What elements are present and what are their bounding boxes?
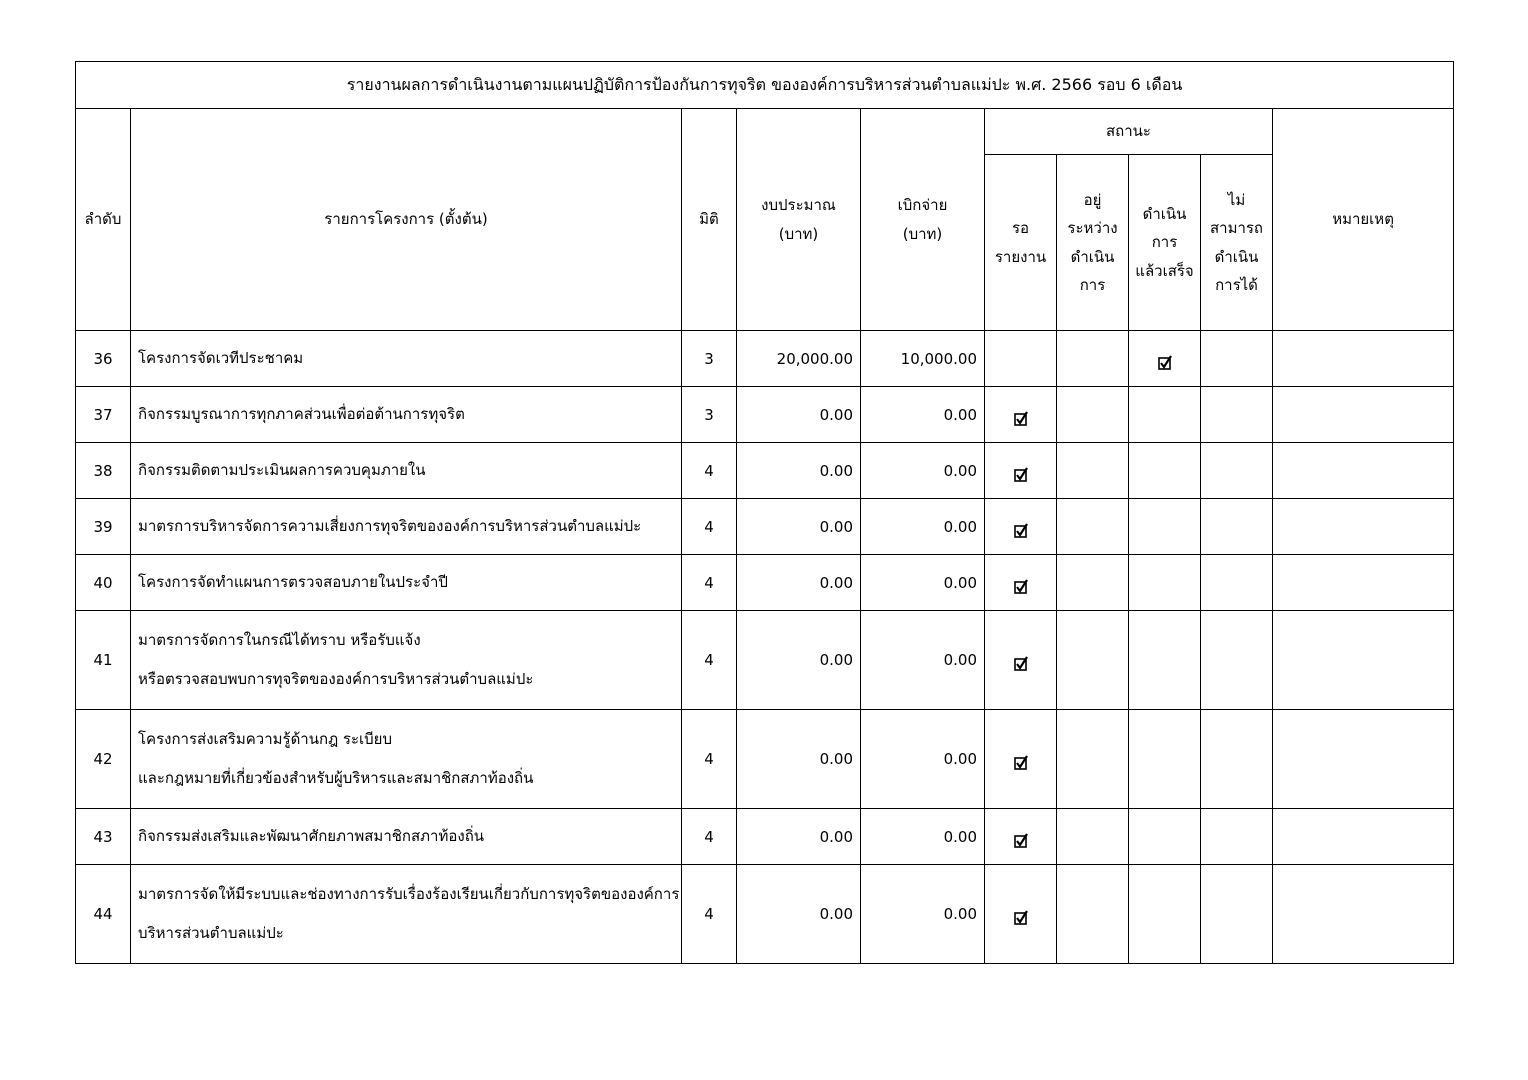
status-completed-cell bbox=[1129, 710, 1201, 809]
status-unable-cell bbox=[1201, 443, 1273, 499]
project-name-line: โครงการจัดเวทีประชาคม bbox=[138, 349, 304, 367]
header-disbursed-line2: (บาท) bbox=[902, 224, 943, 243]
report-title: รายงานผลการดำเนินงานตามแผนปฏิบัติการป้องกันการทุจริต ขององค์การบริหารส่วนตำบลแม่ปะ พ.ศ. 2566 รอบ 6 เดือน bbox=[76, 62, 1454, 109]
status-in-progress-cell bbox=[1057, 499, 1129, 555]
row-number: 39 bbox=[76, 499, 131, 555]
disbursed-value: 0.00 bbox=[861, 555, 985, 611]
checked-box-icon bbox=[1014, 525, 1028, 539]
table-row bbox=[76, 865, 1454, 964]
status-unable-cell bbox=[1201, 331, 1273, 387]
budget-value: 0.00 bbox=[737, 611, 861, 710]
checked-box-icon bbox=[1014, 469, 1028, 483]
table-row bbox=[76, 809, 1454, 865]
dimension-value: 4 bbox=[682, 710, 737, 809]
disbursed-value: 0.00 bbox=[861, 809, 985, 865]
disbursed-value: 0.00 bbox=[861, 443, 985, 499]
project-name bbox=[131, 611, 682, 710]
status-unable-cell bbox=[1201, 611, 1273, 710]
header-line: อยู่ bbox=[1083, 190, 1102, 209]
row-number: 42 bbox=[76, 710, 131, 809]
status-unable-cell bbox=[1201, 865, 1273, 964]
row-number: 38 bbox=[76, 443, 131, 499]
status-unable-cell bbox=[1201, 387, 1273, 443]
budget-value: 20,000.00 bbox=[737, 331, 861, 387]
row-number: 36 bbox=[76, 331, 131, 387]
header-line: การ bbox=[1151, 233, 1178, 252]
header-budget-line2: (บาท) bbox=[778, 224, 819, 243]
header-line: แล้วเสร็จ bbox=[1135, 261, 1194, 280]
dimension-value: 3 bbox=[682, 387, 737, 443]
status-completed-cell bbox=[1129, 865, 1201, 964]
status-completed-cell bbox=[1129, 387, 1201, 443]
remark-cell bbox=[1273, 387, 1454, 443]
header-remark: หมายเหตุ bbox=[1273, 109, 1454, 331]
remark-cell bbox=[1273, 499, 1454, 555]
project-name-line: มาตรการบริหารจัดการความเสี่ยงการทุจริตขององค์การบริหารส่วนตำบลแม่ปะ bbox=[138, 517, 642, 535]
header-line: ไม่ bbox=[1227, 190, 1246, 209]
status-waiting-cell bbox=[985, 865, 1057, 964]
checked-box-icon bbox=[1014, 658, 1028, 672]
project-name bbox=[131, 865, 682, 964]
budget-value: 0.00 bbox=[737, 387, 861, 443]
status-waiting-cell bbox=[985, 710, 1057, 809]
project-name-line: โครงการส่งเสริมความรู้ด้านกฎ ระเบียบ bbox=[138, 730, 392, 748]
status-in-progress-cell bbox=[1057, 611, 1129, 710]
status-in-progress-cell bbox=[1057, 443, 1129, 499]
status-unable-cell bbox=[1201, 499, 1273, 555]
budget-value: 0.00 bbox=[737, 809, 861, 865]
project-name-line: กิจกรรมส่งเสริมและพัฒนาศักยภาพสมาชิกสภาท้องถิ่น bbox=[138, 827, 485, 845]
remark-cell bbox=[1273, 710, 1454, 809]
status-completed-cell bbox=[1129, 443, 1201, 499]
row-number: 44 bbox=[76, 865, 131, 964]
table-row bbox=[76, 443, 1454, 499]
header-status-completed bbox=[1129, 155, 1201, 331]
budget-value: 0.00 bbox=[737, 555, 861, 611]
header-line: การ bbox=[1079, 276, 1106, 294]
row-number: 37 bbox=[76, 387, 131, 443]
status-waiting-cell bbox=[985, 611, 1057, 710]
status-waiting-cell bbox=[985, 809, 1057, 865]
project-name bbox=[131, 387, 682, 443]
status-completed-cell bbox=[1129, 331, 1201, 387]
project-name-line: และกฎหมายที่เกี่ยวข้องสำหรับผู้บริหารและสมาชิกสภาท้องถิ่น bbox=[138, 769, 534, 787]
disbursed-value: 0.00 bbox=[861, 387, 985, 443]
table-row bbox=[76, 611, 1454, 710]
remark-cell bbox=[1273, 611, 1454, 710]
remark-cell bbox=[1273, 809, 1454, 865]
checked-box-icon bbox=[1014, 581, 1028, 595]
status-in-progress-cell bbox=[1057, 387, 1129, 443]
header-line: ดำเนิน bbox=[1214, 247, 1259, 266]
header-budget bbox=[737, 109, 861, 331]
table-row bbox=[76, 555, 1454, 611]
checked-box-icon bbox=[1014, 835, 1028, 849]
report-table bbox=[75, 61, 1454, 964]
header-line: ดำเนิน bbox=[1070, 247, 1115, 266]
project-name-line: หรือตรวจสอบพบการทุจริตขององค์การบริหารส่วนตำบลแม่ปะ bbox=[138, 670, 534, 688]
status-completed-cell bbox=[1129, 499, 1201, 555]
table-row bbox=[76, 499, 1454, 555]
header-budget-line1: งบประมาณ bbox=[761, 196, 836, 214]
header-line: ดำเนิน bbox=[1142, 204, 1187, 223]
header-status: สถานะ bbox=[985, 109, 1273, 155]
budget-value: 0.00 bbox=[737, 499, 861, 555]
status-waiting-cell bbox=[985, 555, 1057, 611]
project-name-line: กิจกรรมบูรณาการทุกภาคส่วนเพื่อต่อต้านการทุจริต bbox=[138, 405, 465, 423]
table-row bbox=[76, 387, 1454, 443]
row-number: 41 bbox=[76, 611, 131, 710]
header-status-in-progress bbox=[1057, 155, 1129, 331]
status-unable-cell bbox=[1201, 555, 1273, 611]
header-order: ลำดับ bbox=[76, 109, 131, 331]
budget-value: 0.00 bbox=[737, 443, 861, 499]
remark-cell bbox=[1273, 865, 1454, 964]
status-completed-cell bbox=[1129, 555, 1201, 611]
dimension-value: 4 bbox=[682, 443, 737, 499]
disbursed-value: 0.00 bbox=[861, 611, 985, 710]
header-dimension: มิติ bbox=[682, 109, 737, 331]
remark-cell bbox=[1273, 443, 1454, 499]
status-in-progress-cell bbox=[1057, 710, 1129, 809]
project-name bbox=[131, 331, 682, 387]
project-name bbox=[131, 443, 682, 499]
header-line: สามารถ bbox=[1209, 219, 1264, 237]
header-status-unable bbox=[1201, 155, 1273, 331]
project-name-line: โครงการจัดทำแผนการตรวจสอบภายในประจำปี bbox=[138, 573, 448, 591]
disbursed-value: 0.00 bbox=[861, 865, 985, 964]
project-name-line: มาตรการจัดการในกรณีได้ทราบ หรือรับแจ้ง bbox=[138, 631, 421, 649]
header-disbursed-line1: เบิกจ่าย bbox=[897, 196, 948, 214]
budget-value: 0.00 bbox=[737, 865, 861, 964]
status-completed-cell bbox=[1129, 809, 1201, 865]
table-row bbox=[76, 710, 1454, 809]
dimension-value: 3 bbox=[682, 331, 737, 387]
dimension-value: 4 bbox=[682, 809, 737, 865]
project-name bbox=[131, 499, 682, 555]
header-line: รอ bbox=[1011, 219, 1030, 237]
dimension-value: 4 bbox=[682, 865, 737, 964]
disbursed-value: 0.00 bbox=[861, 710, 985, 809]
status-waiting-cell bbox=[985, 443, 1057, 499]
status-unable-cell bbox=[1201, 809, 1273, 865]
dimension-value: 4 bbox=[682, 499, 737, 555]
header-project: รายการโครงการ (ตั้งต้น) bbox=[131, 109, 682, 331]
remark-cell bbox=[1273, 555, 1454, 611]
table-row bbox=[76, 331, 1454, 387]
checked-box-icon bbox=[1158, 357, 1172, 371]
status-waiting-cell bbox=[985, 331, 1057, 387]
checked-box-icon bbox=[1014, 413, 1028, 427]
project-name-line: กิจกรรมติดตามประเมินผลการควบคุมภายใน bbox=[138, 461, 426, 479]
header-line: ระหว่าง bbox=[1067, 219, 1118, 237]
checked-box-icon bbox=[1014, 757, 1028, 771]
disbursed-value: 0.00 bbox=[861, 499, 985, 555]
budget-value: 0.00 bbox=[737, 710, 861, 809]
row-number: 40 bbox=[76, 555, 131, 611]
dimension-value: 4 bbox=[682, 555, 737, 611]
status-unable-cell bbox=[1201, 710, 1273, 809]
status-in-progress-cell bbox=[1057, 809, 1129, 865]
project-name bbox=[131, 809, 682, 865]
status-waiting-cell bbox=[985, 499, 1057, 555]
table-body bbox=[76, 331, 1454, 964]
project-name bbox=[131, 710, 682, 809]
remark-cell bbox=[1273, 331, 1454, 387]
status-in-progress-cell bbox=[1057, 331, 1129, 387]
dimension-value: 4 bbox=[682, 611, 737, 710]
header-line: การได้ bbox=[1215, 276, 1258, 294]
status-in-progress-cell bbox=[1057, 555, 1129, 611]
row-number: 43 bbox=[76, 809, 131, 865]
checked-box-icon bbox=[1014, 912, 1028, 926]
disbursed-value: 10,000.00 bbox=[861, 331, 985, 387]
header-line: รายงาน bbox=[994, 247, 1047, 266]
status-waiting-cell bbox=[985, 387, 1057, 443]
status-in-progress-cell bbox=[1057, 865, 1129, 964]
header-disbursed bbox=[861, 109, 985, 331]
project-name-line: บริหารส่วนตำบลแม่ปะ bbox=[138, 924, 284, 942]
project-name-line: มาตรการจัดให้มีระบบและช่องทางการรับเรื่องร้องเรียนเกี่ยวกับการทุจริตขององค์การ bbox=[138, 885, 680, 903]
status-completed-cell bbox=[1129, 611, 1201, 710]
header-status-waiting bbox=[985, 155, 1057, 331]
project-name bbox=[131, 555, 682, 611]
